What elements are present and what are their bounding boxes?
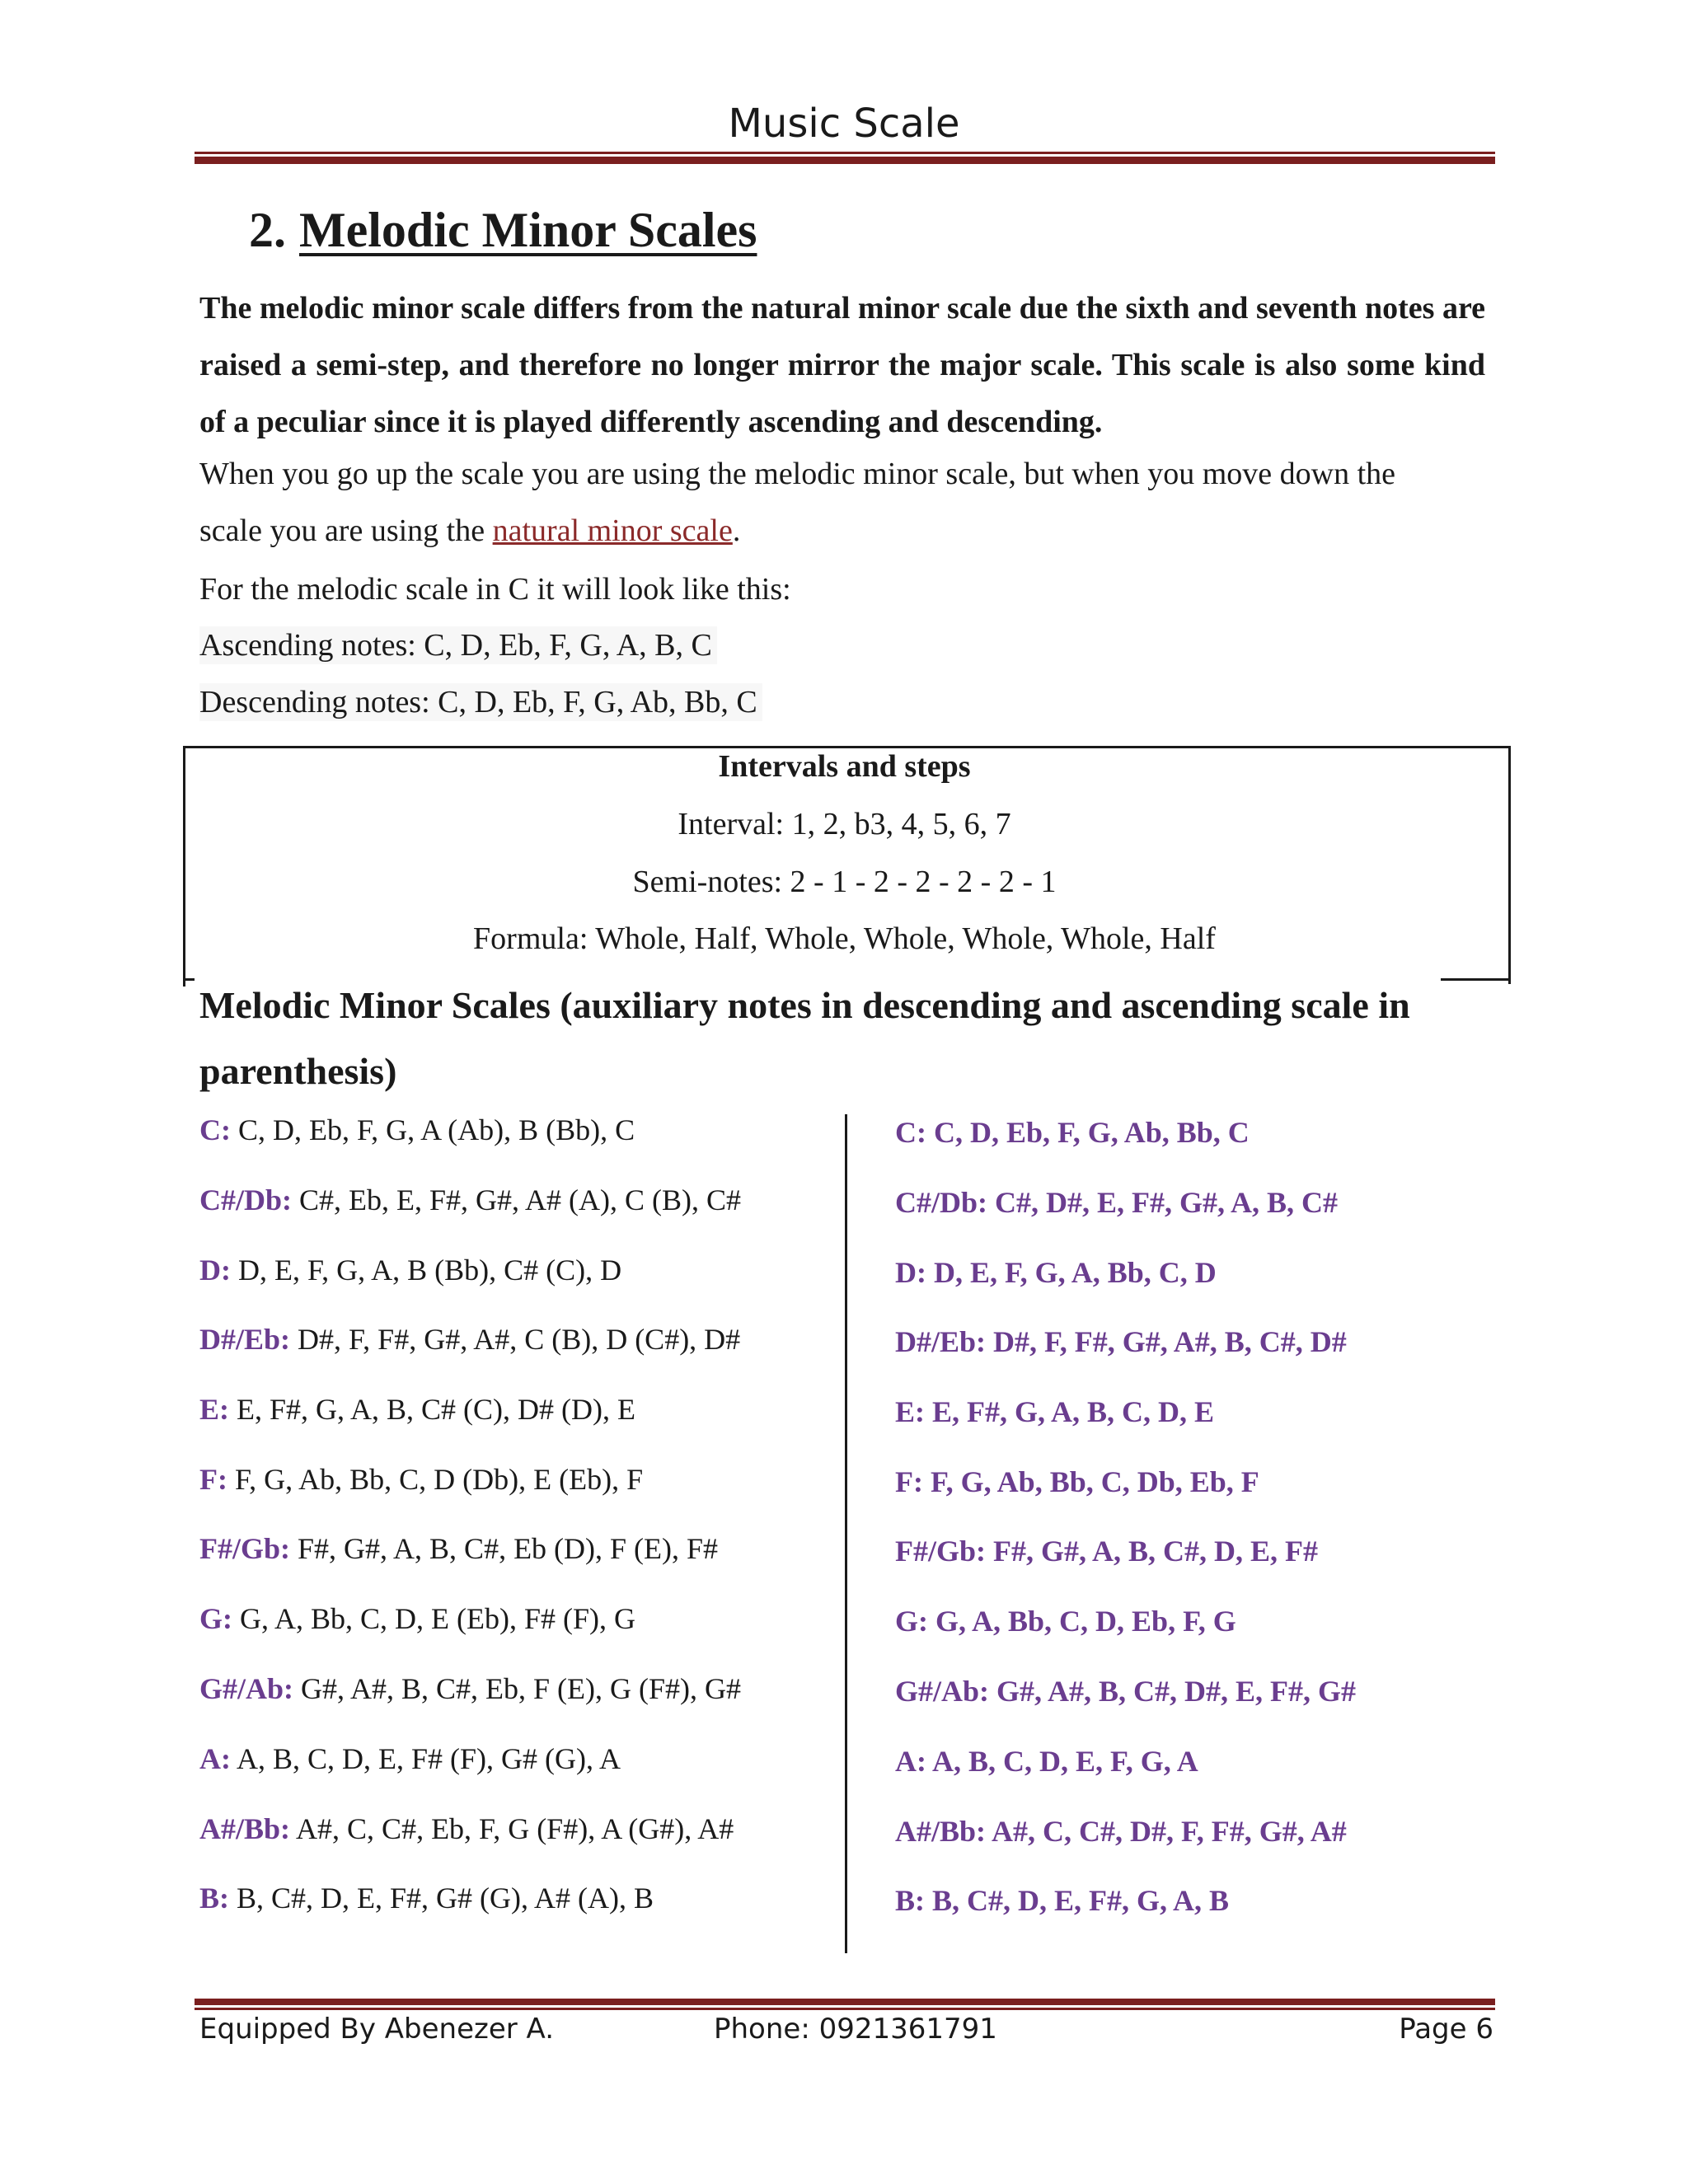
left-row-cs [199,1183,741,1217]
footer-rule-thick [195,1999,1495,2005]
left-row-gs [199,1671,741,1706]
left-row-b [199,1881,654,1915]
intro-line-2-suffix: . [732,513,741,548]
left-key: A#/Bb: [199,1812,291,1845]
left-row-fs [199,1531,718,1566]
footer-rule-thin [195,2008,1495,2010]
right-row-a: A: A, B, C, D, E, F, G, A [895,1745,1198,1778]
section-heading [249,202,757,259]
descending-notes-text: Descending notes: C, D, Eb, F, G, Ab, Bb, C [199,683,762,721]
left-row-d [199,1253,621,1287]
left-notes: A#, C, C#, Eb, F, G (F#), A (G#), A# [296,1812,734,1845]
right-row-as: A#/Bb: A#, C, C#, D#, F, F#, G#, A# [895,1815,1347,1848]
left-notes: G#, A#, B, C#, Eb, F (E), G (F#), G# [301,1672,742,1705]
left-key: F: [199,1463,227,1496]
right-row-cs: C#/Db: C#, D#, E, F#, G#, A, B, C# [895,1186,1339,1219]
left-row-ds [199,1322,740,1357]
left-key: A: [199,1742,231,1775]
left-key: E: [199,1393,229,1426]
footer-page-number: Page 6 [1399,2013,1493,2046]
natural-minor-scale-link[interactable]: natural minor scale [492,513,733,548]
footer-author: Equipped By Abenezer A. [199,2013,555,2046]
scales-heading: Melodic Minor Scales (auxiliary notes in descending and ascending scale in parenthesis) [199,984,1410,1092]
left-key: B: [199,1882,229,1915]
right-row-e: E: E, F#, G, A, B, C, D, E [895,1395,1215,1428]
intro-line-2-prefix: scale you are using the [199,513,493,548]
left-notes: E, F#, G, A, B, C# (C), D# (D), E [237,1393,635,1426]
left-notes: C, D, Eb, F, G, A (Ab), B (Bb), C [238,1113,635,1146]
intervals-box-corner [183,975,185,987]
ascending-notes [199,627,717,663]
right-row-f: F: F, G, Ab, Bb, C, Db, Eb, F [895,1465,1259,1498]
left-notes: A, B, C, D, E, F# (F), G# (G), A [237,1742,621,1775]
left-row-a [199,1741,621,1776]
page-header-title: Music Scale [728,101,960,147]
intervals-semi-notes: Semi-notes: 2 - 1 - 2 - 2 - 2 - 2 - 1 [632,865,1057,899]
left-notes: G, A, Bb, C, D, E (Eb), F# (F), G [240,1602,636,1635]
right-row-fs: F#/Gb: F#, G#, A, B, C#, D, E, F# [895,1535,1319,1568]
left-notes: D, E, F, G, A, B (Bb), C# (C), D [238,1254,622,1286]
header-rule-thin [195,152,1495,154]
intro-line-2 [199,513,740,549]
descending-notes [199,684,762,720]
column-divider [845,1114,847,1953]
left-row-f [199,1462,643,1497]
intervals-formula: Formula: Whole, Half, Whole, Whole, Whole, Whole, Half [473,921,1216,956]
left-key: G#/Ab: [199,1672,294,1705]
left-key: F#/Gb: [199,1532,291,1565]
left-row-e [199,1392,635,1427]
intro-line-1: When you go up the scale you are using the melodic minor scale, but when you move down the [199,457,1396,491]
left-row-g [199,1601,635,1636]
ascending-notes-text: Ascending notes: C, D, Eb, F, G, A, B, C [199,626,717,664]
section-number: 2. [249,203,286,257]
right-row-d: D: D, E, F, G, A, Bb, C, D [895,1256,1217,1289]
intervals-box-bottom-left [183,978,195,981]
right-row-g: G: G, A, Bb, C, D, Eb, F, G [895,1605,1236,1638]
left-notes: D#, F, F#, G#, A#, C (B), D (C#), D# [298,1323,741,1356]
left-notes: F, G, Ab, Bb, C, D (Db), E (Eb), F [234,1463,644,1496]
left-key: D#/Eb: [199,1323,291,1356]
header-rule-thick [195,157,1495,164]
intro-bold-paragraph: The melodic minor scale differs from the natural minor scale due the sixth and seventh notes are raised a semi-step, and therefore no longer mirror the major scale. This scale is also some kind of a peculiar since it is played differently ascending and descending. [199,291,1485,439]
left-key: C: [199,1113,231,1146]
right-row-ds: D#/Eb: D#, F, F#, G#, A#, B, C#, D# [895,1325,1347,1358]
right-row-b: B: B, C#, D, E, F#, G, A, B [895,1884,1230,1917]
left-notes: B, C#, D, E, F#, G# (G), A# (A), B [237,1882,654,1915]
left-key: C#/Db: [199,1183,293,1216]
footer-phone: Phone: 0921361791 [714,2013,997,2046]
left-notes: C#, Eb, E, F#, G#, A# (A), C (B), C# [299,1183,742,1216]
example-intro: For the melodic scale in C it will look like this: [199,572,791,607]
intervals-title: Intervals and steps [718,749,971,784]
left-key: D: [199,1254,231,1286]
intervals-interval: Interval: 1, 2, b3, 4, 5, 6, 7 [678,807,1011,841]
right-row-c: C: C, D, Eb, F, G, Ab, Bb, C [895,1116,1250,1149]
section-title: Melodic Minor Scales [299,203,757,257]
left-row-c [199,1113,635,1147]
left-key: G: [199,1602,232,1635]
left-notes: F#, G#, A, B, C#, Eb (D), F (E), F# [298,1532,719,1565]
left-row-as [199,1811,734,1846]
right-row-gs: G#/Ab: G#, A#, B, C#, D#, E, F#, G# [895,1675,1357,1708]
